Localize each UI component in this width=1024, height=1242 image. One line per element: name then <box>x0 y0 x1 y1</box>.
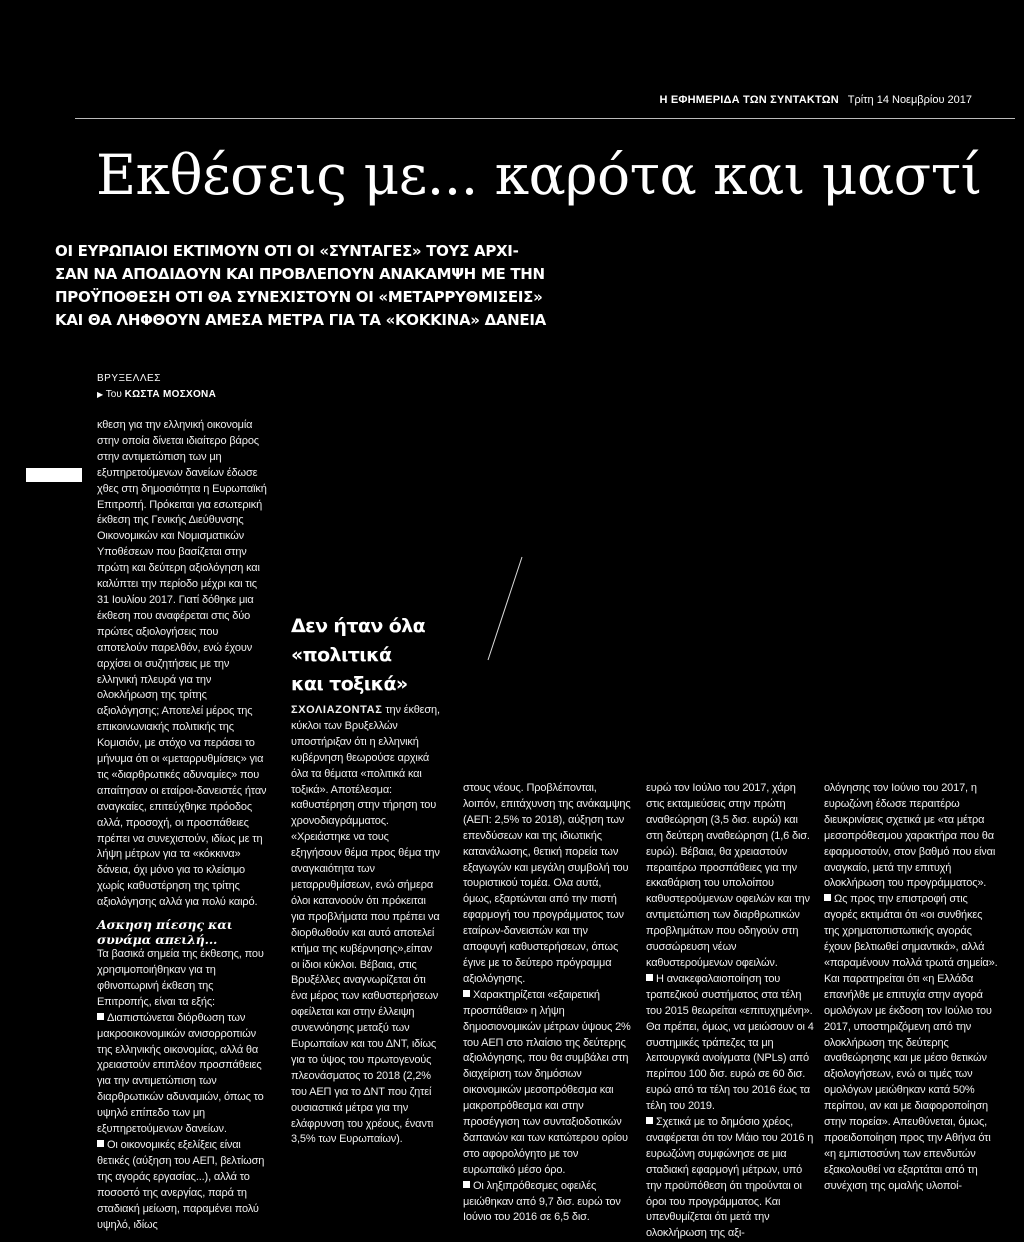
subhead-line: ΠΡΟΫΠΟΘΕΣΗ ΟΤΙ ΘΑ ΣΥΝΕΧΙΣΤΟΥΝ ΟΙ «ΜΕΤΑΡΡΥΘΜΙΣΕΙΣ» <box>55 288 543 306</box>
bullet-square-icon <box>824 894 831 901</box>
bullet-paragraph <box>463 988 631 1179</box>
subhead-line: ΚΑΙ ΘΑ ΛΗΦΘΟΥΝ ΑΜΕΣΑ ΜΕΤΡΑ ΓΙΑ ΤΑ «ΚΟΚΚΙΝΑ» ΔΑΝΕΙΑ <box>55 311 546 329</box>
bullet-paragraph <box>646 972 814 1115</box>
bullet-square-icon <box>97 1013 104 1020</box>
body-paragraph: ευρώ τον Ιούλιο του 2017, χάρη στις εκταμιεύσεις στην πρώτη αναθεώρηση (3,5 δισ. ευρώ) και στη δεύτερη αναθεώρηση (1,6 δισ. ευρώ). Βέβαια, θα χρειαστούν περαιτέρω προσπάθειες για την εκκαθάριση του υπολοίπου καθυστερούμενων οφειλών και την αντιμετώπιση των διαρθρωτικών προβλημάτων που οδηγούν στη συσσώρευση νέων καθυστερούμενων οφειλών. <box>646 782 810 969</box>
pull-quote-line: «πολιτικά <box>291 644 392 666</box>
body-paragraph: ολόγησης τον Ιούνιο του 2017, η ευρωζώνη έδωσε περαιτέρω διευκρινίσεις σχετικά με «τα μέτρα μεσοπρόθεσμου χαρακτήρα που θα εφαρμοστούν, στον βαθμό που είναι αναγκαίο, μετά την επιτυχή ολοκλήρωση του προγράμματος». <box>824 782 996 890</box>
publication-name: Η ΕΦΗΜΕΡΙΔΑ ΤΩΝ ΣΥΝΤΑΚΤΩΝ <box>659 94 839 106</box>
byline <box>97 389 216 400</box>
sidebar-paragraph <box>291 703 441 1148</box>
byline-author: ΚΩΣΤΑ ΜΟΣΧΟΝΑ <box>124 389 217 400</box>
pull-quote-line: και τοξικά» <box>291 673 408 695</box>
bullet-paragraph <box>97 1011 269 1138</box>
dateline: ΒΡΥΞΕΛΛΕΣ <box>97 373 161 384</box>
bullet-paragraph <box>463 1179 631 1227</box>
sidebar-text: την έκθεση, κύκλοι των Βρυξελλών υποστήριξαν ότι η ελληνική κυβέρνηση θεωρούσε αρχικά όλα τα θέματα «πολιτικά και τοξικά». Αποτέλεσμα: καθυστέρηση στην τήρηση του χρονοδιαγράμματος. «Χρειάστηκε να τους εξηγήσουν θέμα προς θέμα την αναγκαιότητα των μεταρρυθμίσεων, ενώ σήμερα όλοι κατανοούν ότι πρόκειται για προβλήματα που πρέπει να διορθωθούν και αυτό αποτελεί κτήμα της κυβέρνησης»,είπαν οι ίδιοι κύκλοι. Βέβαια, στις Βρυξέλλες αναγνωρίζεται ότι ένα μέρος των καθυστερήσεων οφείλεται και στην έλλειψη συνεννόησης μεταξύ των Ευρωπαίων και του ΔΝΤ, ιδίως για το ύψος του πρωτογενούς πλεονάσματος το 2018 (2,2% του ΑΕΠ για το ΔΝΤ που ζητεί ουσιαστικά μέτρα για την ελάφρυνση του χρέους, έναντι 3,5% των Ευρωπαίων). <box>291 704 440 1146</box>
article-subhead <box>55 240 546 332</box>
article-column-1 <box>97 418 269 1233</box>
article-column-5 <box>824 781 1000 1195</box>
section-subheading: Ασκηση πίεσης και συνάμα απειλή... <box>97 917 233 948</box>
masthead <box>660 94 973 106</box>
bullet-square-icon <box>646 974 653 981</box>
article-headline: Εκθέσεις με... καρότα και μαστί <box>96 143 982 207</box>
article-column-4 <box>646 781 814 1242</box>
byline-arrow-icon: ▶ <box>97 390 104 399</box>
bullet-text: Ως προς την επιστροφή στις αγορές εκτιμάται ότι «οι συνθήκες της χρηματοπιστωτικής αγοράς έχουν βελτιωθεί σημαντικά», αλλά «παραμένουν πολλά τρωτά σημεία». Και παρατηρείται ότι «η Ελλάδα επανήλθε με επιτυχία στην αγορά ομολόγων με έκδοση τον Ιούλιο του 2017, υποστηριζόμενη από την ολοκλήρωση της δεύτερης αναθεώρησης και με μέσο θετικών αξιολογήσεων, ενώ οι τιμές των ομολόγων μειώθηκαν κατά 50% περίπου, αν και με διαφοροποίηση στην πορεία». Απευθύνεται, όμως, προειδοποίηση προς την Αθήνα ότι «η εμπιστοσύνη των επενδυτών εξακολουθεί να εξαρτάται από τη συνέχιση της ομαλής υλοποί- <box>824 893 998 1192</box>
byline-prefix: Του <box>105 389 122 400</box>
bullet-square-icon <box>463 1181 470 1188</box>
stray-line-marks <box>470 555 530 675</box>
body-paragraph: Τα βασικά σημεία της έκθεσης, που χρησιμοποιήθηκαν για τη φθινοπωρινή έκθεση της Επιτροπής, είναι τα εξής: <box>97 948 264 1008</box>
masthead-rule <box>75 118 1015 119</box>
bullet-paragraph <box>97 1138 269 1233</box>
bullet-text: Η ανακεφαλαιοποίηση του τραπεζικού συστήματος στα τέλη του 2015 θεωρείται «επιτυχημένη». Θα πρέπει, όμως, να μειώσουν οι 4 συστημικές τράπεζες τα μη λειτουργικά ανοίγματα (NPLs) από περίπου 100 δισ. ευρώ σε 60 δισ. ευρώ από τα τέλη του 2016 έως τα τέλη του 2019. <box>646 972 814 1113</box>
subhead-line: ΟΙ ΕΥΡΩΠΑΙΟΙ ΕΚΤΙΜΟΥΝ ΟΤΙ ΟΙ «ΣΥΝΤΑΓΕΣ» ΤΟΥΣ ΑΡΧΙ- <box>55 242 519 260</box>
subhead-line: ΣΑΝ ΝΑ ΑΠΟΔΙΔΟΥΝ ΚΑΙ ΠΡΟΒΛΕΠΟΥΝ ΑΝΑΚΑΜΨΗ ΜΕ ΤΗΝ <box>55 265 545 283</box>
bullet-text: Οι οικονομικές εξελίξεις είναι θετικές (αύξηση του ΑΕΠ, βελτίωση της αγοράς εργασίας...), αλλά το ποσοστό της ανεργίας, παρά τη σταδιακή μείωση, παραμένει πολύ υψηλό, ιδίως <box>97 1138 265 1231</box>
bullet-text: Σχετικά με το δημόσιο χρέος, αναφέρεται ότι τον Μάιο του 2016 η ευρωζώνη συμφώνησε σε μια σταδιακή εφαρμογή μέτρων, υπό την προϋπόθεση ότι τηρούνται οι όροι του προγράμματος. Και υπενθυμίζεται ότι μετά την ολοκλήρωση της αξι- <box>646 1116 814 1240</box>
bullet-square-icon <box>97 1140 104 1147</box>
bullet-paragraph <box>824 892 1000 1194</box>
article-column-3 <box>463 781 631 1226</box>
bullet-paragraph <box>646 1115 814 1242</box>
bullet-text: Χαρακτηρίζεται «εξαιρετική προσπάθεια» η λήψη δημοσιονομικών μέτρων ύψους 2% του ΑΕΠ στο πλαίσιο της δεύτερης αξιολόγησης, που θα συμβάλει στη διαχείριση των δημόσιων οικονομικών μεσοπρόθεσμα και μακροπρόθεσμα και στην προσέγγιση των συνταξιοδοτικών δαπανών και των κατώτερου ορίου στο αφορολόγητο με τον ευρωπαϊκό μέσο όρο. <box>463 988 631 1176</box>
bullet-text: Οι ληξιπρόθεσμες οφειλές μειώθηκαν από 9,7 δισ. ευρώ τον Ιούνιο του 2016 σε 6,5 δισ. <box>463 1179 621 1224</box>
pull-quote-line: Δεν ήταν όλα <box>291 615 426 637</box>
body-paragraph: στους νέους. Προβλέπονται, λοιπόν, επιτάχυνση της ανάκαμψης (ΑΕΠ: 2,5% το 2018), αύξηση των επενδύσεων και της ιδιωτικής κατανάλωσης, θετική πορεία των εξαγωγών και μεγάλη συμβολή του τουριστικού τομέα. Ολα αυτά, όμως, εξαρτώνται από την πιστή εφαρμογή του προγράμματος των εταίρων-δανειστών και την αποφυγή καθυστερήσεων, όπως έγινε με το δεύτερο πρόγραμμα αξιολόγησης. <box>463 782 631 985</box>
bullet-square-icon <box>463 990 470 997</box>
issue-date: Τρίτη 14 Νοεμβρίου 2017 <box>847 94 972 106</box>
bullet-square-icon <box>646 1117 653 1124</box>
pull-quote <box>291 612 461 699</box>
body-paragraph: κθεση για την ελληνική οικονομία στην οποία δίνεται ιδιαίτερο βάρος στην αντιμετώπιση των μη εξυπηρετούμενων δανείων έδωσε χθες στη δημοσιότητα η Ευρωπαϊκή Επιτροπή. Πρόκειται για εσωτερική έκθεση της Γενικής Διεύθυνσης Οικονομικών και Νομισματικών Υποθέσεων που βασίζεται στην πρώτη και δεύτερη αξιολόγηση και καλύπτει την περίοδο μέχρι και τις 31 Ιουλίου 2017. Γιατί δόθηκε μια έκθεση που αναφέρεται στις δύο πρώτες αξιολογήσεις που αποτελούν παρελθόν, ενώ έχουν αρχίσει οι συζητήσεις με την ελληνική πλευρά για την ολοκλήρωση της τρίτης αξιολόγησης; Αποτελεί μέρος της επικοινωνιακής πολιτικής της Κομισιόν, με στόχο να περάσει το μήνυμα ότι οι «μεταρρυθμίσεις» για τις «διαρθρωτικές αδυναμίες» που απαίτησαν οι εταίροι-δανειστές ήταν αναγκαίες, επιτεύχθηκε πρόοδος αλλά, προσοχή, οι προσπάθειες πρέπει να συνεχιστούν, ιδίως με τη λήψη μέτρων για τα «κόκκινα» δάνεια, όχι μόνο για το κλείσιμο χωρίς καθυστέρηση της τρίτης αξιολόγησης αλλά για πολύ καιρό. <box>97 419 267 909</box>
sidebar-kicker: ΣΧΟΛΙΑΖΟΝΤΑΣ <box>291 704 383 716</box>
decorative-bar <box>26 468 82 482</box>
sidebar-column <box>291 703 441 1148</box>
bullet-text: Διαπιστώνεται διόρθωση των μακροοικονομικών ανισορροπιών της ελληνικής οικονομίας, αλλά θα χρειαστούν επιπλέον προσπάθειες για την αντιμετώπιση των διαρθρωτικών αδυναμιών, όπως το υψηλό επίπεδο των μη εξυπηρετούμενων δανείων. <box>97 1011 264 1136</box>
